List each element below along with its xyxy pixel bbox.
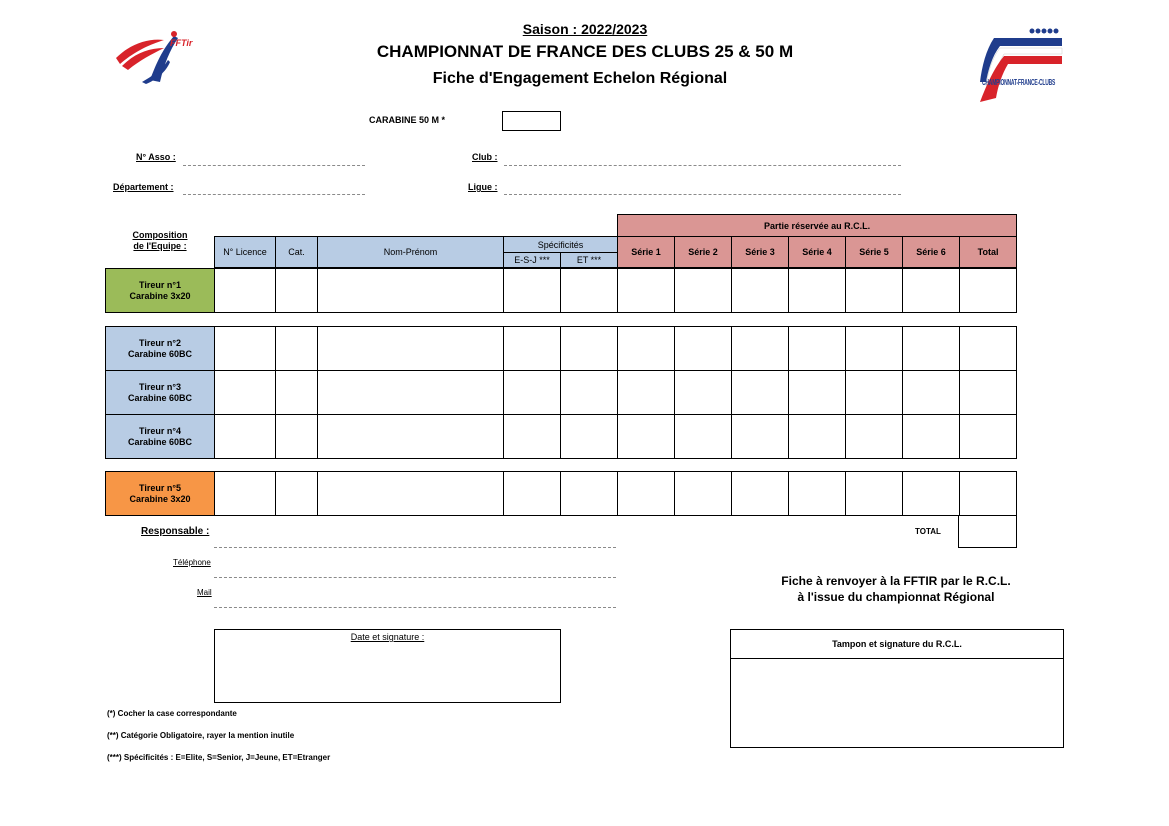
cell-et[interactable] bbox=[561, 327, 618, 371]
shooter-label-2 bbox=[106, 327, 215, 371]
cell-licence[interactable] bbox=[215, 415, 276, 459]
shooter-label-4 bbox=[106, 415, 215, 459]
cell-esj[interactable] bbox=[504, 269, 561, 313]
col-serie-4: Série 4 bbox=[789, 237, 846, 268]
championnat-clubs-logo bbox=[976, 26, 1066, 106]
cell-total[interactable] bbox=[960, 327, 1017, 371]
fftir-logo bbox=[112, 24, 207, 86]
cell-serie[interactable] bbox=[675, 327, 732, 371]
shooter-type: Carabine 60BC bbox=[127, 392, 193, 403]
table-row bbox=[106, 371, 1017, 415]
cell-et[interactable] bbox=[561, 472, 618, 516]
footnote-2: (**) Catégorie Obligatoire, rayer la mention inutile bbox=[107, 731, 295, 740]
cell-serie[interactable] bbox=[789, 327, 846, 371]
shooter-name: Tireur n°3 bbox=[139, 381, 181, 392]
asso-label: N° Asso : bbox=[136, 152, 176, 162]
cell-serie[interactable] bbox=[789, 371, 846, 415]
composition-label-line2: de l'Equipe : bbox=[133, 241, 187, 251]
cell-licence[interactable] bbox=[215, 472, 276, 516]
cell-serie[interactable] bbox=[618, 269, 675, 313]
cell-total[interactable] bbox=[960, 472, 1017, 516]
club-field[interactable] bbox=[504, 151, 901, 166]
cell-et[interactable] bbox=[561, 371, 618, 415]
send-note-line2: à l'issue du championnat Régional bbox=[797, 590, 995, 604]
discipline-label: CARABINE 50 M * bbox=[369, 115, 446, 125]
shooter-name: Tireur n°5 bbox=[139, 482, 181, 493]
cell-serie[interactable] bbox=[675, 371, 732, 415]
team-block-3 bbox=[105, 471, 1017, 516]
shooter-label-3 bbox=[106, 371, 215, 415]
rooster-icon bbox=[112, 24, 207, 86]
send-note-line1: Fiche à renvoyer à la FFTIR par le R.C.L. bbox=[781, 574, 1011, 588]
cell-serie[interactable] bbox=[732, 472, 789, 516]
cell-serie[interactable] bbox=[846, 415, 903, 459]
cell-serie[interactable] bbox=[903, 371, 960, 415]
logo-text: FFTir bbox=[170, 38, 193, 48]
total-label: TOTAL bbox=[915, 527, 941, 536]
mail-field[interactable] bbox=[214, 594, 616, 608]
shooter-label-5 bbox=[106, 472, 215, 516]
logo-text-right: CHAMPIONNAT-FRANCE-CLUBS bbox=[982, 78, 1056, 87]
cell-licence[interactable] bbox=[215, 327, 276, 371]
cell-serie[interactable] bbox=[903, 269, 960, 313]
cell-nom[interactable] bbox=[318, 327, 504, 371]
cell-et[interactable] bbox=[561, 269, 618, 313]
composition-label-line1: Composition bbox=[132, 230, 188, 240]
page-subtitle: Fiche d'Engagement Echelon Régional bbox=[432, 70, 728, 87]
departement-field[interactable] bbox=[183, 180, 365, 195]
team-block-2 bbox=[105, 326, 1017, 459]
date-signature-label: Date et signature : bbox=[350, 632, 425, 642]
cell-serie[interactable] bbox=[618, 327, 675, 371]
shooter-label-1 bbox=[106, 269, 215, 313]
club-label: Club : bbox=[472, 152, 498, 162]
col-cat: Cat. bbox=[276, 237, 318, 268]
cell-serie[interactable] bbox=[789, 415, 846, 459]
cell-serie[interactable] bbox=[618, 415, 675, 459]
shooter-name: Tireur n°2 bbox=[139, 337, 181, 348]
team-block-1 bbox=[105, 268, 1017, 313]
telephone-field[interactable] bbox=[214, 564, 616, 578]
shooter-type: Carabine 60BC bbox=[127, 348, 193, 359]
season: Saison : 2022/2023 bbox=[522, 21, 648, 37]
col-nom: Nom-Prénom bbox=[318, 237, 504, 268]
cell-nom[interactable] bbox=[318, 269, 504, 313]
cell-cat[interactable] bbox=[276, 472, 318, 516]
cell-serie[interactable] bbox=[903, 327, 960, 371]
cell-serie[interactable] bbox=[789, 269, 846, 313]
rcl-reserved-header: Partie réservée au R.C.L. bbox=[618, 215, 1017, 237]
table-row bbox=[106, 472, 1017, 516]
cell-esj[interactable] bbox=[504, 472, 561, 516]
cell-esj[interactable] bbox=[504, 327, 561, 371]
flag-swoosh-icon bbox=[976, 26, 1066, 106]
cell-serie[interactable] bbox=[618, 472, 675, 516]
footnote-1: (*) Cocher la case correspondante bbox=[107, 709, 237, 718]
cell-serie[interactable] bbox=[732, 415, 789, 459]
cell-cat[interactable] bbox=[276, 371, 318, 415]
cell-licence[interactable] bbox=[215, 371, 276, 415]
col-specificites: Spécificités bbox=[504, 237, 618, 253]
cell-nom[interactable] bbox=[318, 371, 504, 415]
col-serie-5: Série 5 bbox=[846, 237, 903, 268]
responsable-field[interactable] bbox=[214, 534, 616, 548]
stamp-box[interactable] bbox=[730, 629, 1064, 748]
col-serie-3: Série 3 bbox=[732, 237, 789, 268]
cell-serie[interactable] bbox=[903, 415, 960, 459]
stamp-label: Tampon et signature du R.C.L. bbox=[731, 630, 1063, 659]
cell-serie[interactable] bbox=[675, 415, 732, 459]
shooter-name: Tireur n°4 bbox=[139, 425, 181, 436]
cell-total[interactable] bbox=[960, 415, 1017, 459]
cell-nom[interactable] bbox=[318, 415, 504, 459]
date-signature-box[interactable] bbox=[214, 629, 561, 703]
cell-serie[interactable] bbox=[675, 269, 732, 313]
cell-esj[interactable] bbox=[504, 415, 561, 459]
send-note bbox=[746, 573, 1046, 605]
table-row bbox=[106, 415, 1017, 459]
cell-serie[interactable] bbox=[903, 472, 960, 516]
cell-serie[interactable] bbox=[675, 472, 732, 516]
cell-cat[interactable] bbox=[276, 327, 318, 371]
discipline-checkbox[interactable] bbox=[502, 111, 561, 131]
footnote-3: (***) Spécificités : E=Elite, S=Senior, J=Jeune, ET=Etranger bbox=[107, 753, 331, 762]
grand-total-cell[interactable] bbox=[958, 515, 1017, 548]
col-et: ET *** bbox=[561, 253, 618, 268]
col-serie-6: Série 6 bbox=[903, 237, 960, 268]
cell-cat[interactable] bbox=[276, 415, 318, 459]
col-serie-2: Série 2 bbox=[675, 237, 732, 268]
cell-serie[interactable] bbox=[846, 327, 903, 371]
shooter-type: Carabine 3x20 bbox=[129, 493, 191, 504]
shooter-name: Tireur n°1 bbox=[139, 279, 181, 290]
telephone-label: Téléphone bbox=[173, 558, 211, 567]
composition-label bbox=[108, 230, 212, 252]
cell-total[interactable] bbox=[960, 371, 1017, 415]
table-row bbox=[106, 327, 1017, 371]
asso-field[interactable] bbox=[183, 151, 365, 166]
cell-cat[interactable] bbox=[276, 269, 318, 313]
cell-licence[interactable] bbox=[215, 269, 276, 313]
cell-serie[interactable] bbox=[789, 472, 846, 516]
departement-label: Département : bbox=[113, 182, 174, 192]
cell-serie[interactable] bbox=[732, 327, 789, 371]
shooter-type: Carabine 3x20 bbox=[129, 290, 191, 301]
cell-nom[interactable] bbox=[318, 472, 504, 516]
mail-label: Mail bbox=[197, 588, 212, 597]
table-header bbox=[214, 214, 1017, 268]
responsable-label: Responsable : bbox=[141, 526, 210, 537]
cell-et[interactable] bbox=[561, 415, 618, 459]
ligue-field[interactable] bbox=[504, 180, 901, 195]
cell-serie[interactable] bbox=[732, 269, 789, 313]
cell-total[interactable] bbox=[960, 269, 1017, 313]
page-title: CHAMPIONNAT DE FRANCE DES CLUBS 25 & 50 M bbox=[376, 42, 794, 61]
cell-esj[interactable] bbox=[504, 371, 561, 415]
col-serie-1: Série 1 bbox=[618, 237, 675, 268]
col-licence: N° Licence bbox=[215, 237, 276, 268]
cell-serie[interactable] bbox=[846, 269, 903, 313]
cell-serie[interactable] bbox=[846, 472, 903, 516]
cell-serie[interactable] bbox=[618, 371, 675, 415]
col-esj: E-S-J *** bbox=[504, 253, 561, 268]
ligue-label: Ligue : bbox=[468, 182, 498, 192]
cell-serie[interactable] bbox=[846, 371, 903, 415]
table-row bbox=[106, 269, 1017, 313]
shooter-type: Carabine 60BC bbox=[127, 436, 193, 447]
col-total: Total bbox=[960, 237, 1017, 268]
cell-serie[interactable] bbox=[732, 371, 789, 415]
